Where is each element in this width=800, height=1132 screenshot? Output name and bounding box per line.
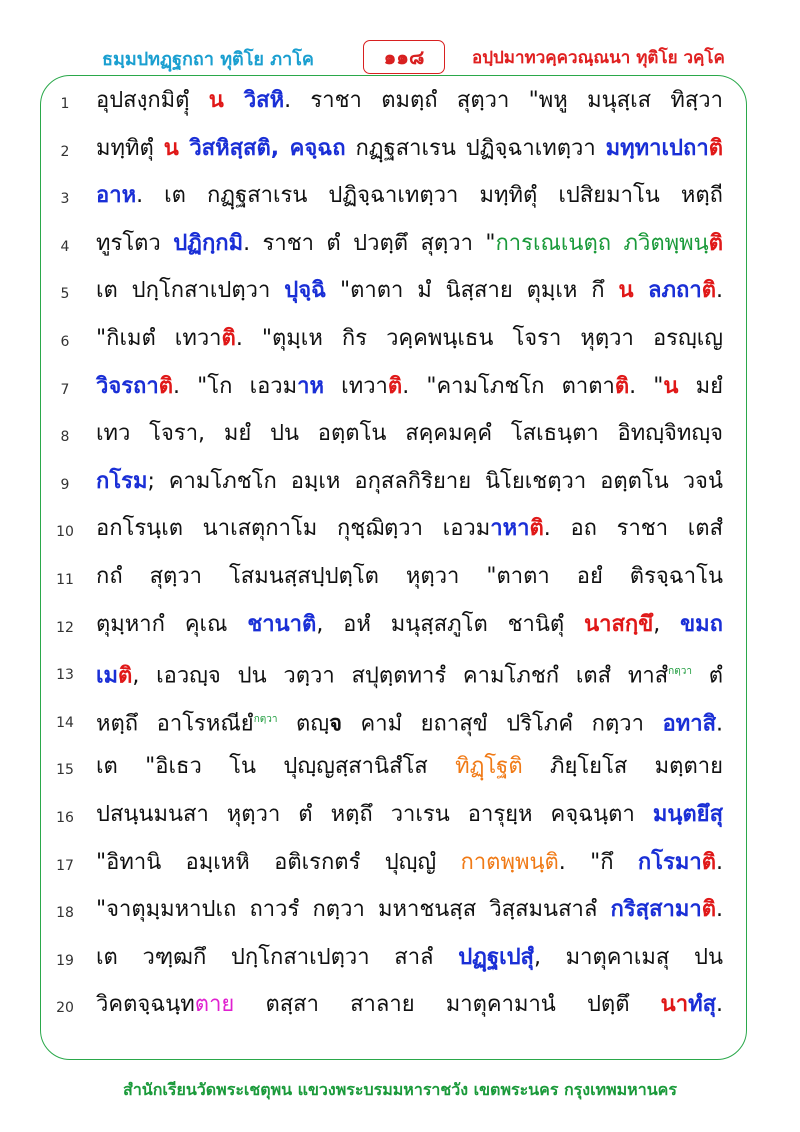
text-line [0, 84, 800, 124]
text-segment: มทฺทิตุํ [96, 135, 164, 161]
text-segment: การเณเนตฺถ ภวิตพฺพนฺ [495, 230, 709, 256]
line-text [96, 705, 723, 739]
text-segment: อกโรนฺเต นาเสตุกาโม กุชฺฌิตฺวา เอวม [96, 516, 491, 542]
text-segment: ตสฺสา สาลาย มาตุคามานํ ปตฺตึ [234, 992, 661, 1018]
text-segment: กริสฺสามา [610, 897, 702, 923]
text-segment: ติ [708, 135, 723, 161]
line-text [96, 562, 723, 592]
line-number: 16 [56, 810, 74, 826]
text-segment: ติ [221, 326, 236, 351]
footnote-marker: กตฺวา [253, 713, 278, 725]
line-text [96, 943, 723, 973]
text-segment: "ตาตา มํ นิสฺสาย ตุมฺเห กึ [326, 278, 619, 304]
text-line [0, 132, 800, 172]
text-segment: ขมถ [680, 611, 723, 637]
text-segment: ลภถา [633, 278, 702, 304]
line-text [96, 895, 723, 925]
text-segment: าห [297, 373, 325, 399]
text-line [0, 941, 800, 981]
text-segment: นา [660, 992, 689, 1018]
text-segment: "จาตุมฺมหาปเถ ถาวรํ กตฺวา มหาชนสฺส วิสฺสมนสาลํ [96, 897, 611, 923]
text-line [0, 465, 800, 505]
text-segment: จ [329, 711, 342, 737]
line-text [96, 134, 723, 164]
text-segment: ติ [708, 230, 723, 256]
line-number: 7 [60, 381, 70, 398]
text-line [0, 512, 800, 552]
line-number: 9 [60, 476, 70, 493]
text-segment: ปสนฺนมนสา หุตฺวา ตํ หตฺถึ วาเรน อารุยฺห คจฺฉนฺตา [96, 802, 653, 827]
text-segment: ทํสุ [688, 992, 716, 1018]
line-number: 6 [60, 334, 70, 350]
text-segment: าหา [490, 516, 530, 542]
line-text [96, 514, 723, 544]
line-text [96, 848, 723, 878]
text-segment: ตญฺ [277, 711, 330, 737]
text-segment: ติ [701, 897, 716, 923]
line-text [96, 752, 723, 782]
text-line [0, 560, 800, 600]
text-segment: หตฺถึ อาโรหณียํ [96, 711, 254, 737]
text-segment: กาตพฺพนฺติ [460, 849, 559, 875]
text-segment: วิสหิ [243, 88, 285, 113]
line-number: 4 [60, 238, 70, 255]
line-number: 13 [56, 667, 74, 684]
text-segment: . [716, 711, 724, 737]
text-segment: . ราชา ตํ ปวตฺตึ สุตฺวา " [243, 230, 496, 256]
line-text [96, 372, 723, 402]
line-number: 12 [56, 619, 74, 636]
line-text [96, 467, 723, 497]
line-number: 18 [56, 905, 74, 922]
text-line [0, 798, 800, 838]
text-segment: น [618, 278, 634, 304]
text-segment: ติ [701, 849, 716, 875]
text-segment: ติ [158, 373, 174, 399]
text-segment: อทาสิ [662, 711, 717, 737]
line-number: 3 [60, 191, 70, 208]
text-segment: น [663, 373, 679, 399]
line-number: 20 [56, 1000, 74, 1017]
text-segment: ชานาติ [247, 611, 317, 637]
text-segment: อาห [96, 183, 137, 209]
line-text [96, 181, 723, 211]
text-segment: อุปสงฺกมิตฺุํ [96, 88, 209, 113]
text-segment: . "ตุมฺเห กิร วคฺคพนฺเธน โจรา หุตฺวา อรญฺเญ [235, 326, 723, 351]
line-text [96, 800, 723, 830]
text-segment: ภิยฺโยโส มตฺตาย [522, 754, 723, 780]
text-segment: ปฏิกฺกมิ [173, 230, 244, 256]
page-number: ๑๑๘ [363, 40, 445, 74]
text-line [0, 227, 800, 267]
text-segment: "กิเมตํ เทวา [96, 326, 222, 351]
text-segment: ติ [118, 663, 133, 689]
text-line [0, 179, 800, 219]
text-segment: , มาตุคาเมสุ ปน [534, 944, 723, 970]
text-segment: คามํ ยถาสุขํ ปริโภคํ กตฺวา [341, 711, 663, 737]
text-line [0, 703, 800, 743]
text-segment: เต วฑฺฒกึ ปกฺโกสาเปตฺวา สาลํ [96, 944, 459, 970]
text-segment: ; คามโภชโก อมฺเห อกุสลกิริยาย นิโยเชตฺวา อตฺตโน วจนํ [147, 468, 723, 494]
text-segment: เต "อิเธว โน ปุญฺญสฺสานิสํโส [96, 754, 456, 780]
text-segment: , อหํ มนุสฺสภูโต ชานิตุํ [316, 611, 585, 637]
line-text [96, 229, 723, 259]
text-segment: เทว โจรา, มยํ ปน อตฺตโน สคฺคมคฺคํ โสเธนฺตา อิทญฺจิทญฺจ [96, 421, 723, 447]
text-segment: กโรมา [637, 849, 702, 875]
header-book-title: ธมฺมปทฏฺฐกถา ทุติโย ภาโค [102, 49, 314, 70]
text-line [0, 417, 800, 457]
line-number: 1 [60, 96, 70, 112]
text-segment: . [716, 278, 723, 304]
text-segment: กถํ สุตฺวา โสมนสฺสปฺปตฺโต หุตฺวา "ตาตา อยํ ติรจฺฉาโน [96, 564, 723, 589]
footnote-marker: กตฺวา [668, 666, 692, 678]
text-segment: มนฺตยึสุ [652, 802, 723, 827]
text-segment: น [163, 135, 190, 161]
line-number: 5 [60, 286, 70, 303]
text-segment: . " [629, 373, 664, 399]
text-segment: . ราชา ตมตฺถํ สุตฺวา "พหู มนุสฺเส ทิสฺวา [284, 88, 723, 113]
line-number: 10 [56, 524, 74, 541]
text-segment: วิจรถา [96, 373, 159, 399]
text-segment: ปฏฺฐเปสุํ [458, 944, 534, 970]
text-segment: เม [96, 663, 119, 689]
text-segment: กโรม [96, 468, 148, 494]
text-line [0, 750, 800, 790]
text-segment: . [716, 992, 723, 1018]
text-segment: ตาย [194, 992, 235, 1018]
text-line [0, 274, 800, 314]
text-line [0, 322, 800, 362]
line-text [96, 324, 723, 354]
text-segment: ติ [614, 373, 630, 399]
line-number: 19 [56, 952, 74, 969]
line-text [96, 86, 723, 116]
line-text [96, 990, 723, 1020]
text-segment: วิสหิสฺสติ, คจฺฉถ [189, 135, 346, 161]
text-segment: วิคตจฺฉนฺท [96, 992, 195, 1018]
line-text [96, 419, 723, 449]
text-segment: ติ [529, 516, 544, 542]
header-chapter-title: อปฺปมาทวคฺควณฺณนา ทุติโย วคฺโค [472, 48, 725, 68]
text-line [0, 846, 800, 886]
text-segment: ติ [701, 278, 716, 304]
line-text [96, 657, 723, 691]
text-segment: ทิฏฺโฐติ [455, 754, 523, 780]
text-segment: ตํ [691, 663, 724, 689]
text-line [0, 608, 800, 648]
text-segment: . [716, 849, 723, 875]
text-segment: มยํ [678, 373, 724, 399]
text-segment: ติ [387, 373, 403, 399]
text-segment: ทูรโตว [96, 230, 174, 256]
text-segment: , เอวญฺจ ปน วตฺวา สปุตฺตทารํ คามโภชกํ เตสํ ทาสํ [132, 663, 669, 689]
line-number: 15 [56, 762, 74, 779]
text-line [0, 988, 800, 1028]
text-segment: "อิทานิ อมฺเหหิ อติเรกตรํ ปุญฺญํ [96, 849, 461, 875]
text-segment: เทวา [324, 373, 388, 399]
line-number: 8 [60, 429, 70, 446]
text-segment: กฏฺฐสาเรน ปฏิจฺฉาเทตฺวา [345, 135, 606, 161]
line-number: 2 [60, 143, 70, 160]
text-segment: . "โก เอวม [173, 373, 298, 399]
text-segment: . เต กฏฺฐสาเรน ปฏิจฺฉาเทตฺวา มทฺทิตุํ เปสิยมาโน หตฺถี [136, 183, 723, 209]
text-segment: ตุมฺหากํ คุเณ [96, 611, 248, 637]
text-segment: มทฺทาเปถา [605, 135, 709, 161]
text-line [0, 370, 800, 410]
line-text [96, 276, 723, 306]
line-number: 14 [56, 714, 74, 731]
text-segment: , [653, 611, 681, 637]
text-line [0, 893, 800, 933]
line-number: 17 [56, 857, 74, 874]
text-segment: . [716, 897, 723, 923]
footer-institution: สำนักเรียนวัดพระเชตุพน แขวงพระบรมมหาราชวัง เขตพระนคร กรุงเทพมหานคร [123, 1080, 677, 1099]
line-number: 11 [56, 572, 74, 588]
text-line [0, 655, 800, 695]
text-segment: นาสกฺขึ [584, 611, 654, 637]
text-segment: ปุจฺฉิ [284, 278, 327, 304]
text-segment: . อถ ราชา เตสํ [543, 516, 723, 542]
text-segment: . "กึ [558, 849, 638, 875]
text-segment: น [208, 88, 244, 113]
text-segment: เต ปกฺโกสาเปตฺวา [96, 278, 285, 304]
line-text [96, 610, 723, 640]
text-segment: . "คามโภชโก ตาตา [402, 373, 615, 399]
